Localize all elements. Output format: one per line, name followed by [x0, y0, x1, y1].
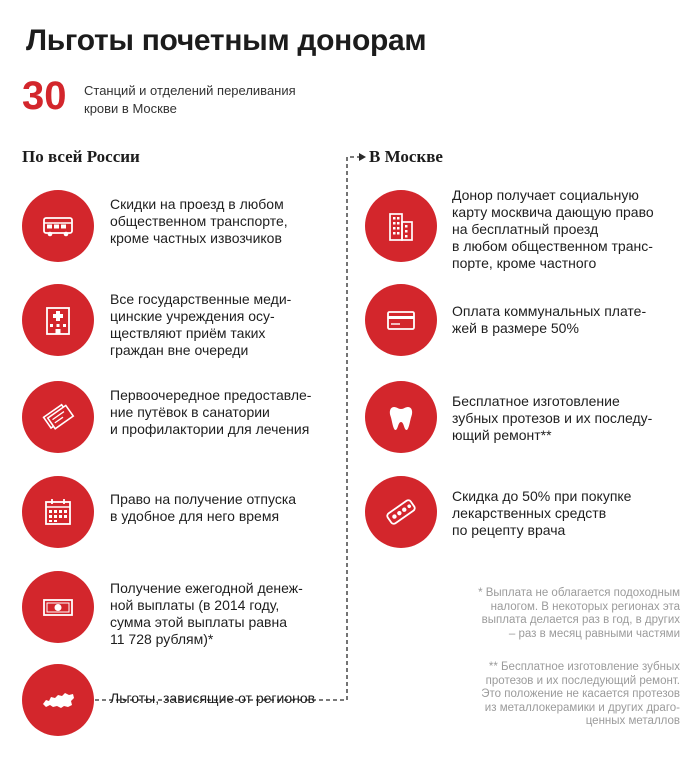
pills-icon: [381, 492, 421, 532]
hospital-icon: [38, 300, 78, 340]
hospital-icon-circle: [22, 284, 94, 356]
russia-heading: По всей России: [22, 147, 140, 166]
russia-map-icon-circle: [22, 664, 94, 736]
russia-map-icon: [38, 680, 78, 720]
buildings-icon-circle: [365, 190, 437, 262]
page-title: Льготы почетным донорам: [26, 24, 427, 57]
russia-item-text: Получение ежегодной денеж- ной выплаты (в 2014 году, сумма этой выплаты равна 11 728 рублям)*: [110, 580, 303, 647]
banknote-icon: [38, 587, 78, 627]
stat-label: Станций и отделений переливания крови в Москве: [84, 83, 296, 116]
moscow-item-text: Бесплатное изготовление зубных протезов и их последу- ющий ремонт**: [452, 393, 653, 443]
stat-number: 30: [22, 74, 67, 118]
card-icon: [381, 300, 421, 340]
russia-item-text: Все государственные меди- цинские учреждения осу- ществляют приём таких граждан вне очереди: [110, 291, 292, 358]
tooth-icon-circle: [365, 381, 437, 453]
moscow-item-text: Оплата коммунальных плате- жей в размере 50%: [452, 303, 647, 336]
calendar-icon: [38, 492, 78, 532]
calendar-icon-circle: [22, 476, 94, 548]
bus-icon: [38, 206, 78, 246]
russia-item-text: Скидки на проезд в любом общественном транспорте, кроме частных извозчиков: [110, 196, 288, 246]
moscow-heading: В Москве: [369, 147, 443, 166]
buildings-icon: [381, 206, 421, 246]
vouchers-icon-circle: [22, 381, 94, 453]
pills-icon-circle: [365, 476, 437, 548]
moscow-item-text: Скидка до 50% при покупке лекарственных средств по рецепту врача: [452, 488, 632, 538]
bus-icon-circle: [22, 190, 94, 262]
tooth-icon: [381, 397, 421, 437]
russia-item-text: Право на получение отпуска в удобное для него время: [110, 491, 297, 524]
banknote-icon-circle: [22, 571, 94, 643]
vouchers-icon: [38, 397, 78, 437]
card-icon-circle: [365, 284, 437, 356]
footnote-1: * Выплата не облагается подоходным налогом. В некоторых регионах эта выплата делается раз в год, в других – раз в месяц равными частями: [478, 587, 680, 640]
footnote-2: ** Бесплатное изготовление зубных протезов и их последующий ремонт. Это положение не касается протезов из металлокерамики и других драго- ценных металлов: [481, 661, 680, 727]
russia-item-text: Льготы, зависящие от регионов: [110, 690, 316, 706]
russia-item-text: Первоочередное предоставле- ние путёвок в санатории и профилактории для лечения: [110, 387, 312, 437]
moscow-item-text: Донор получает социальную карту москвича дающую право на бесплатный проезд в любом общественном транс- порте, кроме частного: [452, 187, 654, 271]
